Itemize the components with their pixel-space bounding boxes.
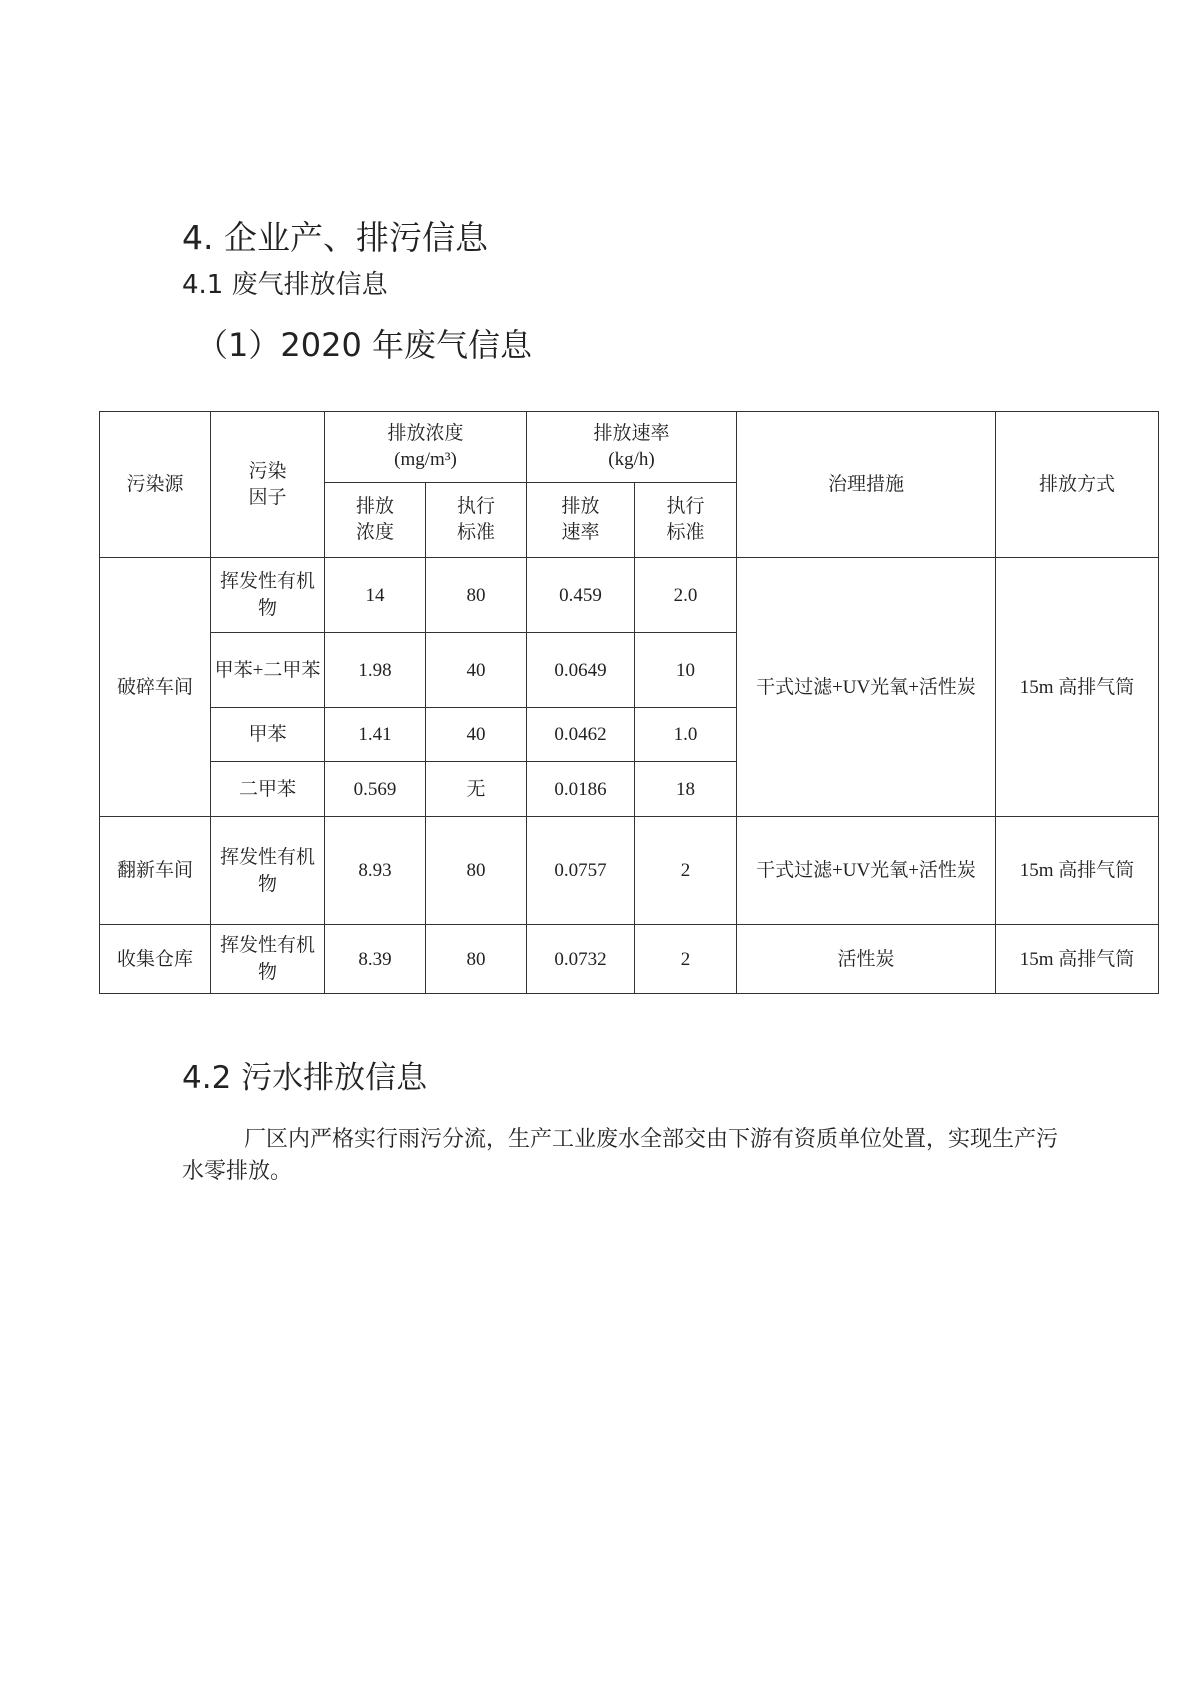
factor-cell: 甲苯 (211, 708, 325, 762)
concentration-standard-cell: 80 (426, 817, 527, 925)
method-cell: 15m 高排气筒 (996, 817, 1159, 925)
rate-cell: 0.0732 (527, 925, 635, 994)
rate-cell: 0.0649 (527, 633, 635, 708)
concentration-standard-cell: 80 (426, 558, 527, 633)
concentration-standard-cell: 80 (426, 925, 527, 994)
source-cell: 破碎车间 (100, 558, 211, 817)
source-cell: 收集仓库 (100, 925, 211, 994)
rate-standard-cell: 10 (635, 633, 737, 708)
header-concentration-group: 排放浓度 (mg/m³) (325, 412, 527, 483)
section-heading-4-2: 4.2 污水排放信息 (182, 1060, 428, 1096)
concentration-standard-cell: 无 (426, 762, 527, 817)
header-method: 排放方式 (996, 412, 1159, 558)
header-source: 污染源 (100, 412, 211, 558)
header-concentration-standard: 执行 标准 (426, 483, 527, 558)
header-factor: 污染 因子 (211, 412, 325, 558)
exhaust-emission-table (99, 411, 1159, 994)
treatment-cell: 活性炭 (737, 925, 996, 994)
rate-standard-cell: 18 (635, 762, 737, 817)
method-cell: 15m 高排气筒 (996, 925, 1159, 994)
concentration-standard-cell: 40 (426, 708, 527, 762)
rate-cell: 0.459 (527, 558, 635, 633)
method-cell: 15m 高排气筒 (996, 558, 1159, 817)
rate-standard-cell: 2 (635, 925, 737, 994)
concentration-cell: 14 (325, 558, 426, 633)
rate-cell: 0.0462 (527, 708, 635, 762)
factor-cell: 挥发性有机物 (211, 817, 325, 925)
concentration-standard-cell: 40 (426, 633, 527, 708)
rate-cell: 0.0757 (527, 817, 635, 925)
rate-standard-cell: 1.0 (635, 708, 737, 762)
header-concentration: 排放 浓度 (325, 483, 426, 558)
rate-standard-cell: 2 (635, 817, 737, 925)
concentration-cell: 0.569 (325, 762, 426, 817)
concentration-cell: 8.93 (325, 817, 426, 925)
rate-standard-cell: 2.0 (635, 558, 737, 633)
header-rate: 排放 速率 (527, 483, 635, 558)
table-row (100, 558, 1159, 633)
factor-cell: 挥发性有机物 (211, 925, 325, 994)
header-treatment: 治理措施 (737, 412, 996, 558)
concentration-cell: 8.39 (325, 925, 426, 994)
header-rate-standard: 执行 标准 (635, 483, 737, 558)
wastewater-paragraph: 厂区内严格实行雨污分流，生产工业废水全部交由下游有资质单位处置，实现生产污水零排放。 (182, 1126, 1059, 1183)
factor-cell: 挥发性有机物 (211, 558, 325, 633)
section-heading-4-1: 4.1 废气排放信息 (182, 270, 388, 300)
factor-cell: 二甲苯 (211, 762, 325, 817)
treatment-cell: 干式过滤+UV光氧+活性炭 (737, 558, 996, 817)
concentration-cell: 1.98 (325, 633, 426, 708)
source-cell: 翻新车间 (100, 817, 211, 925)
treatment-cell: 干式过滤+UV光氧+活性炭 (737, 817, 996, 925)
concentration-cell: 1.41 (325, 708, 426, 762)
rate-cell: 0.0186 (527, 762, 635, 817)
subheading-2020-exhaust: （1）2020 年废气信息 (196, 326, 532, 364)
table-row (100, 925, 1159, 994)
section-heading-4: 4. 企业产、排污信息 (182, 218, 488, 257)
factor-cell: 甲苯+二甲苯 (211, 633, 325, 708)
table-row (100, 817, 1159, 925)
header-rate-group: 排放速率 (kg/h) (527, 412, 737, 483)
